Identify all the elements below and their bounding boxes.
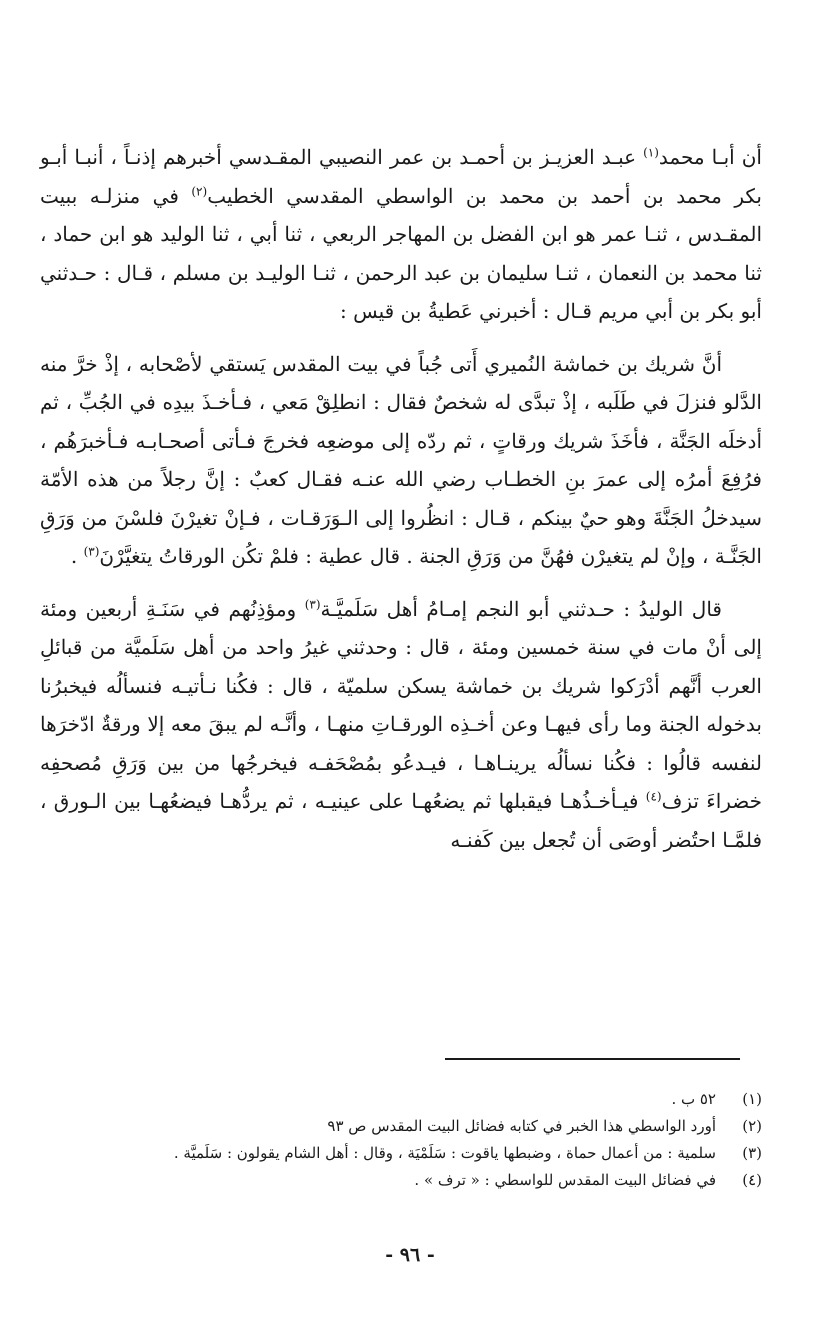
paragraph-story — [40, 345, 762, 576]
footnote-text: أورد الواسطي هذا الخبر في كتابه فضائل البيت المقدس ص ٩٣ — [327, 1117, 716, 1135]
footnote-item — [40, 1140, 762, 1167]
footnote-number: (٤) — [742, 1171, 762, 1189]
text-run: ومؤذِنُهم في سَنَـةِ أربعين ومئة إلى أنْ مات في سنة خمسين ومئة ، قال : وحدثني غيرُ واحد من أهل سَلَميَّة من قبائلِ العرب أنَّهم أدْرَكوا شريك بن خماشة يسكن سلميّة ، قال : فكُنا نـأتيـه فنسألُه فيخبرُنا بدخوله الجنة وما رأى فيهـا وعن أخـذِه الورقـاتِ منهـا ، وأنَّـه لم يبقَ معه إلا ورقةٌ ادّخرَها لنفسه قالُوا : فكُنا نسألُه يرينـاهـا ، فيـدعُو بمُصْحَفـه فيخرجُها من بين وَرَقِ مُصحفِه خضراءَ تزف — [40, 596, 762, 813]
page-number: - ٩٦ - — [385, 1244, 435, 1266]
text-run: . — [70, 544, 84, 568]
footnote-text: في فضائل البيت المقدس للواسطي : « ترف » . — [414, 1171, 716, 1189]
footnote-ref-2: (٢) — [191, 183, 208, 198]
footnote-ref-3: (٣) — [83, 544, 100, 559]
text-run: عبـد العزيـز بن أحمـد بن عمر النصيبي المقـدسي أخبرهم إذنـاً ، أنبـا أبـو بكر محمد بن أحمد بن محمد بن الواسطي المقدسي الخطيب — [40, 145, 762, 208]
footnotes-list — [40, 1086, 762, 1194]
text-run: قال الوليدُ : حـدثني أبو النجم إمـامُ أهل سَلَميَّـة — [320, 596, 722, 621]
footnote-text: سلمية : من أعمال حماة ، وضبطها ياقوت : سَلَمْيَة ، وقال : أهل الشام يقولون : سَلَميَّة . — [173, 1144, 716, 1162]
footnote-divider — [445, 1058, 740, 1060]
footnote-number: (٣) — [742, 1144, 762, 1162]
footnote-ref-1: (١) — [643, 145, 659, 160]
footnote-number: (١) — [742, 1090, 762, 1108]
text-run: فيـأخـذُهـا فيقبلها ثم يضعُهـا على عينيـه ، ثم يردُّهـا فيضعُهـا بين الـورق ، فلمَّـا احتُضر أوصَى أن تُجعل بين كَفنـه — [40, 789, 762, 852]
footnote-text: ٥٢ ب . — [671, 1090, 716, 1108]
footnote-ref-3b: (٣) — [304, 596, 321, 611]
paragraph-walid — [40, 590, 762, 860]
main-text — [40, 138, 762, 859]
paragraph-isnad — [40, 138, 762, 331]
text-run: في منزلـه ببيت المقـدس ، ثنـا عمر هو ابن الفضل بن المهاجر الربعي ، ثنا أبي ، ثنا الوليد هو ابن حماد ، ثنا محمد بن النعمان ، ثنـا سليمان بن عبد الرحمن ، ثنـا الوليـد بن مسلم ، قـال : حـدثني أبو بكر بن أبي مريم قـال : أخبرني عَطيةُ بن قيس : — [40, 183, 762, 323]
text-run: أنَّ شريك بن خماشة النُميري أَتى جُباً في بيت المقدس يَستقي لأصْحابه ، إذْ خرَّ منه الدَّلو فنزلَ في طَلَبه ، إذْ تبدَّى له شخصٌ فقال : انطلِقْ مَعي ، فـأخـذَ بيدِه في الجُبِّ ، ثم أدخلَه الجَنَّة ، فأخَذَ شريك ورقاتٍ ، ثم ردّه إلى موضعِه فخرجَ فـأتى أصحـابـه فـأخبرَهُم ، فرُفِعَ أمرُه إلى عمرَ بنِ الخطـاب رضي الله عنـه فقـال كعبٌ : إنَّ رجلاً من هذه الأمّة سيدخلُ الجَنَّةَ وهو حيٌ بينكم ، قـال : انظُروا إلى الـوَرَقـات ، فـإنْ تغيرْنَ فلسْنَ من وَرَقِ الجَنَّـة ، وإنْ لم يتغيرْن فهُنَّ من وَرَقِ الجنة . قال عطية : فلمْ تكُن الورقاتُ يتغيَّرْنَ — [40, 351, 762, 568]
footnote-item — [40, 1167, 762, 1194]
text-run: أن أبـا محمد — [658, 145, 762, 169]
footnote-item — [40, 1113, 762, 1140]
footnote-number: (٢) — [742, 1117, 762, 1135]
footnote-item — [40, 1086, 762, 1113]
footnote-ref-4: (٤) — [645, 789, 662, 804]
